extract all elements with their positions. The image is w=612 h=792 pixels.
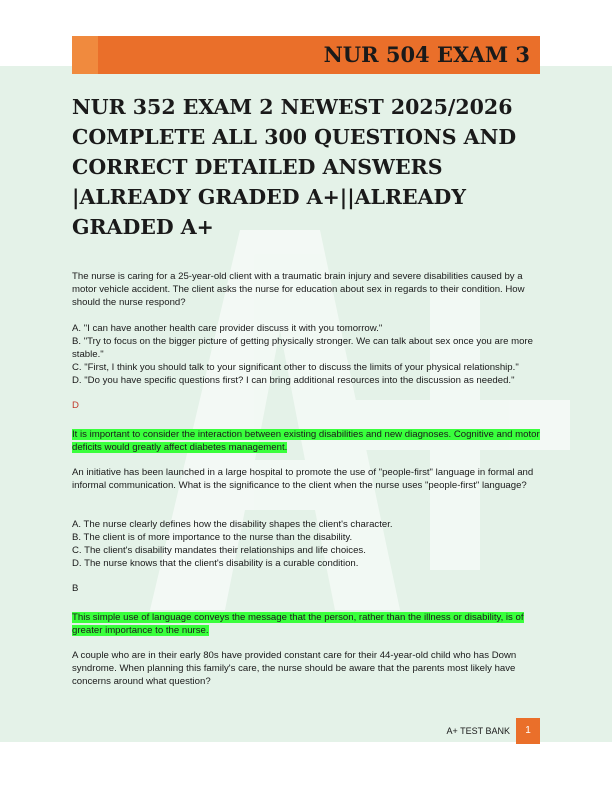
question-1-option-a: A. "I can have another health care provider discuss it with you tomorrow.": [72, 323, 383, 334]
question-2-answer: B: [72, 583, 79, 594]
question-1-rationale: It is important to consider the interaction between existing disabilities and new diagnoses. Cognitive and motor deficits would greatly affect diabetes management.: [72, 429, 540, 453]
header-accent-strip: [72, 36, 98, 74]
question-1-text: The nurse is caring for a 25-year-old client with a traumatic brain injury and severe disabilities caused by a motor vehicle accident. The client asks the nurse for education about sex in regards to their condition. How should the nurse respond?: [72, 271, 525, 308]
question-1-option-b: B. "Try to focus on the bigger picture of getting physically stronger. We can talk about sex once you are more stable.": [72, 336, 533, 360]
question-2-option-c: C. The client's disability mandates their relationships and life choices.: [72, 545, 366, 556]
question-2-text: An initiative has been launched in a large hospital to promote the use of "people-first" language in formal and informal communication. What is the significance to the client when the nurse uses "people-first" language?: [72, 467, 534, 491]
document-title: NUR 352 EXAM 2 NEWEST 2025/2026 COMPLETE ALL 300 QUESTIONS AND CORRECT DETAILED ANSWERS |ALREADY GRADED A+||ALREADY GRADED A+: [72, 95, 517, 239]
question-1-option-d: D. "Do you have specific questions first? I can bring additional resources into the discussion as needed.": [72, 375, 515, 386]
question-1-answer: D: [72, 400, 79, 411]
question-2-rationale: This simple use of language conveys the message that the person, rather than the illness or disability, is of greater importance to the nurse.: [72, 612, 524, 636]
page-number: 1: [516, 718, 540, 744]
header-title: NUR 504 EXAM 3: [323, 42, 530, 67]
footer-label: A+ TEST BANK: [446, 726, 510, 736]
question-3-text: A couple who are in their early 80s have provided constant care for their 44-year-old child who has Down syndrome. When planning this family's care, the nurse should be aware that the parents most likely have concerns around what question?: [72, 650, 517, 687]
question-2-option-b: B. The client is of more importance to the nurse than the disability.: [72, 532, 353, 543]
questions-content: [72, 270, 540, 701]
question-2-option-d: D. The nurse knows that the client's disability is a curable condition.: [72, 558, 359, 569]
question-2-option-a: A. The nurse clearly defines how the disability shapes the client's character.: [72, 519, 393, 530]
question-1-option-c: C. "First, I think you should talk to your significant other to discuss the limits of your physical relationship.": [72, 362, 519, 373]
